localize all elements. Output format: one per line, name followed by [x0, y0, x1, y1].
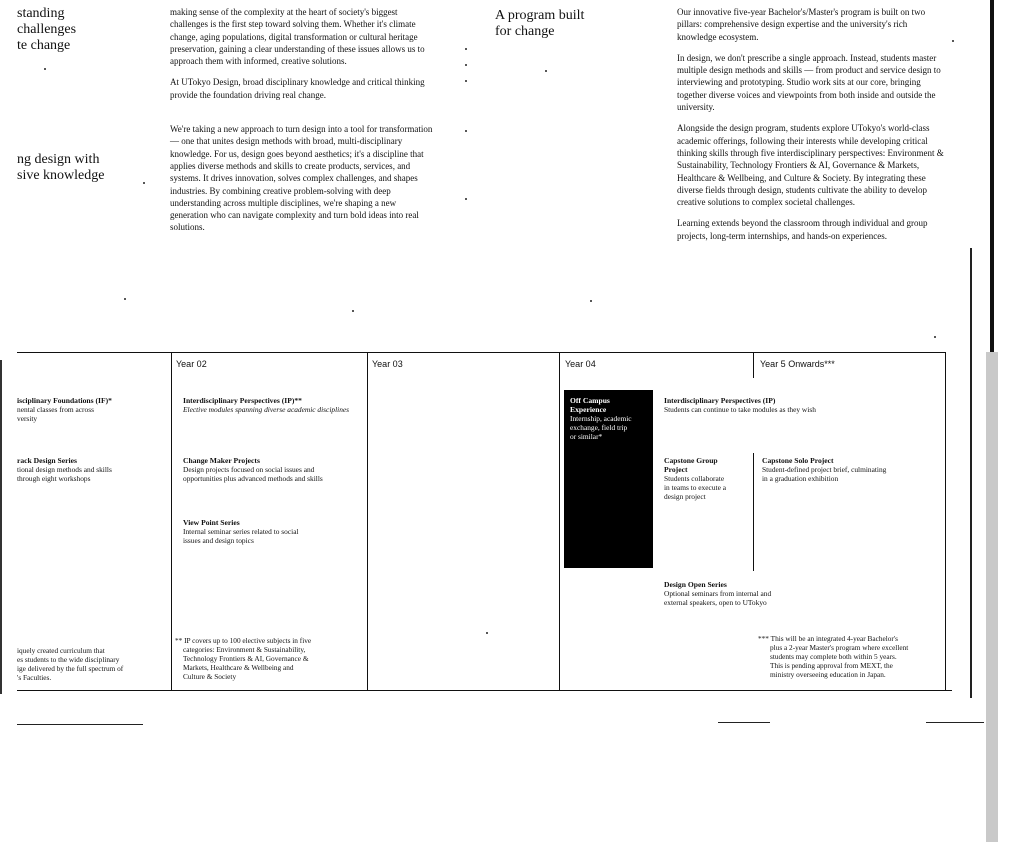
scan-speck — [352, 310, 354, 312]
paragraph: making sense of the complexity at the heart of society's biggest challenges is the first step toward solving them. Whether it's climate change, aging populations, digital transformation or cultural heritage preservation, gaining a clear understanding of these issues allows us to approach them with informed, creative solutions. — [170, 7, 425, 67]
scan-speck — [465, 80, 467, 82]
cell-view-point-series: View Point Series Internal seminar series related to social issues and design topics — [183, 518, 299, 545]
table-bottom-rule — [17, 690, 952, 691]
column-divider — [171, 352, 172, 691]
scan-speck — [124, 298, 126, 300]
cell-capstone-group-project: Capstone Group Project Students collaborate in teams to execute a design project — [664, 456, 726, 501]
cell-interdisciplinary-perspectives-continued: Interdisciplinary Perspectives (IP) Students can continue to take modules as they wish — [664, 396, 816, 414]
cell-capstone-solo-project: Capstone Solo Project Student-defined project brief, culminating in a graduation exhibition — [762, 456, 887, 483]
paragraph: In design, we don't prescribe a single approach. Instead, students master multiple design methods and skills — from product and service design to interviewing and prototyping. Studio work sits at our core, bringing together diverse voices and viewpoints from both inside and outside the university. — [677, 52, 941, 113]
intro-column-right — [677, 6, 949, 242]
scan-speck — [590, 300, 592, 302]
intro-column-left — [170, 6, 434, 234]
scan-speck — [486, 632, 488, 634]
cell-interdisciplinary-foundations: isciplinary Foundations (IF)* nental classes from across versity — [17, 396, 112, 423]
page-edge-mark — [0, 360, 2, 694]
page-edge-rule — [990, 0, 994, 352]
paragraph: Learning extends beyond the classroom through individual and group projects, long-term internships, and hands-on experiences. — [677, 218, 928, 241]
scan-speck — [952, 40, 954, 42]
column-divider — [753, 453, 754, 571]
year-label: Year 03 — [372, 359, 403, 369]
section-heading-program: A program built for change — [495, 8, 585, 39]
footnote-ip: ** IP covers up to 100 elective subjects in five categories: Environment & Sustainability, Technology Frontiers & AI, Governance & Markets, Healthcare & Wellbeing and Culture & Society — [175, 636, 312, 681]
paragraph: Alongside the design program, students explore UTokyo's world-class academic offerings, following their interests while developing critical thinking skills through five interdisciplinary perspectives: Environment & Sustainability, Technology Frontiers & AI, Governance & Markets, Healthcare & Wellbeing, and Culture & Society. By integrating these diverse fields through design, students cultivate the ability to develop creative solutions to complex societal challenges. — [677, 123, 944, 208]
scan-speck — [44, 68, 46, 70]
year-label: Year 04 — [565, 359, 596, 369]
scan-speck — [465, 130, 467, 132]
scan-speck — [465, 198, 467, 200]
cell-design-open-series: Design Open Series Optional seminars from internal and external speakers, open to UTokyo — [664, 580, 772, 607]
paragraph: Our innovative five-year Bachelor's/Master's program is built on two pillars: comprehensive design expertise and the university's rich knowledge ecosystem. — [677, 7, 926, 42]
scan-speck — [934, 336, 936, 338]
year-label: Year 5 Onwards*** — [760, 359, 835, 369]
section-heading-design: ng design with sive knowledge — [17, 152, 105, 183]
page-rule — [718, 722, 770, 723]
cell-interdisciplinary-perspectives: Interdisciplinary Perspectives (IP)** Elective modules spanning diverse academic disciplines — [183, 396, 350, 414]
scan-speck — [545, 70, 547, 72]
section-heading-understanding: standing challenges te change — [17, 6, 77, 53]
scan-speck — [465, 64, 467, 66]
page-edge-rule-thin — [970, 248, 972, 698]
cell-change-maker-projects: Change Maker Projects Design projects focused on social issues and opportunities plus advanced methods and skills — [183, 456, 323, 483]
cell-off-campus-experience: Off Campus Experience Internship, academic exchange, field trip or similar* — [564, 390, 653, 568]
vertical-scrollbar[interactable] — [986, 352, 998, 842]
footnote-year5: *** This will be an integrated 4-year Bachelor's plus a 2-year Master's program where excellent students may complete both within 5 years. This is pending approval from MEXT, the ministry overseeing education in Japan. — [758, 634, 909, 679]
scan-speck — [465, 48, 467, 50]
column-divider — [753, 352, 754, 378]
paragraph: At UTokyo Design, broad disciplinary knowledge and critical thinking provide the foundation driving real change. — [170, 77, 425, 100]
column-divider — [559, 352, 560, 691]
cell-track-design-series: rack Design Series tional design methods and skills through eight workshops — [17, 456, 112, 483]
paragraph: We're taking a new approach to turn design into a tool for transformation — one that unites design methods with broad, multi-disciplinary knowledge. For us, design goes beyond aesthetics; it's a discipline that applies diverse methods and skills to create products, services, and systems. It drives innovation, solves complex challenges, and shapes industries. By combining creative problem-solving with deep understanding across multiple disciplines, we're shaping a new generation who can navigate complexity and turn bold ideas into real solutions. — [170, 124, 433, 233]
page-rule — [17, 724, 143, 725]
footnote-curriculum: iquely created curriculum that es students to the wide disciplinary ige delivered by the full spectrum of 's Faculties. — [17, 646, 124, 682]
scan-speck — [143, 182, 145, 184]
page-rule — [926, 722, 984, 723]
year-label: Year 02 — [176, 359, 207, 369]
table-top-rule — [17, 352, 946, 353]
